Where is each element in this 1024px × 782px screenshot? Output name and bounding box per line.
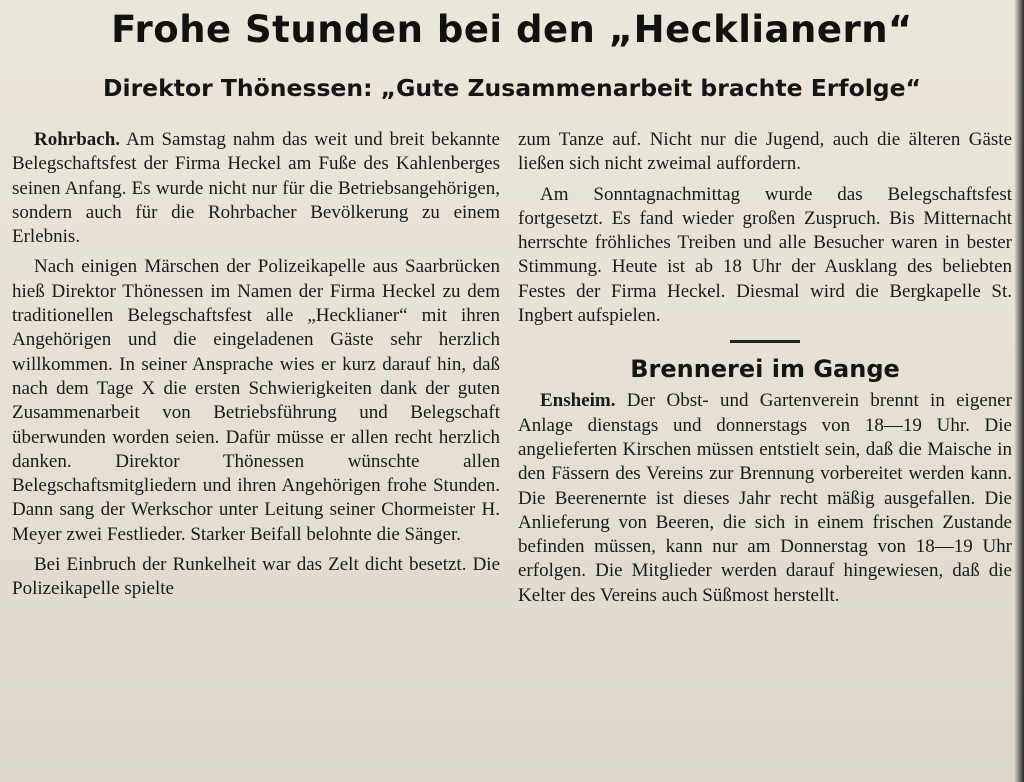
right-column <box>518 128 1012 614</box>
dateline-ensheim: Ensheim. <box>540 390 616 412</box>
section-divider <box>730 340 800 343</box>
page-edge-shadow <box>1014 0 1024 782</box>
headline: Frohe Stunden bei den „Hecklianern“ <box>111 8 913 51</box>
left-column <box>12 128 500 608</box>
article2-text: Der Obst- und Gartenverein brennt in eigener Anlage dienstags und donnerstags von 18—19 Uhr. Die angelieferten Kirschen müssen entstielt sein, daß die Maische in den Fässern des Vereins zur Brennung vorbereitet werden kann. Die Beerenernte ist dieses Jahr recht mäßig ausgefallen. Die Anlieferung von Beeren, die sich in einem frischen Zustande befinden müssen, kann nur am Donnerstag von 18—19 Uhr erfolgen. Die Mitglieder werden darauf hingewiesen, daß die Kelter des Vereins auch Süßmost herstellt. <box>518 390 1013 606</box>
dateline-rohrbach: Rohrbach. <box>34 129 121 150</box>
paragraph-4: zum Tanze auf. Nicht nur die Jugend, auch die älteren Gäste ließen sich nicht zweimal auffordern. <box>518 129 1012 175</box>
paragraph-1-text: Am Samstag nahm das weit und breit bekannte Belegschaftsfest der Firma Heckel am Fuße des Kahlenberges seinen Anfang. Es wurde nicht nur für die Betriebsangehörigen, sondern auch für die Rohrbacher Bevölkerung zu einem Erlebnis. <box>12 129 500 248</box>
article2-title: Brennerei im Gange <box>630 355 900 384</box>
article2-paragraph <box>518 389 1012 608</box>
paragraph-3: Bei Einbruch der Runkelheit war das Zelt dicht besetzt. Die Polizeikapelle spielte <box>12 554 500 600</box>
paragraph-2: Nach einigen Märschen der Polizeikapelle aus Saarbrücken hieß Direktor Thönessen im Namen der Firma Heckel zu dem traditionellen Belegschaftsfest alle „Hecklianer“ mit ihren Angehörigen und die eingeladenen Gäste sehr herzlich willkommen. In seiner Ansprache wies er kurz darauf hin, daß nach dem Tage X die ersten Schwierigkeiten dank der guten Zusammenarbeit von Betriebsführung und Belegschaft überwunden worden seien. Dafür müsse er allen recht herzlich danken. Direktor Thönessen wünschte allen Belegschaftsmitgliedern und ihren Angehörigen frohe Stunden. Dann sang der Werkschor unter Leitung seiner Chormeister H. Meyer zwei Festlieder. Starker Beifall belohnte die Sänger. <box>12 256 500 545</box>
subheadline: Direktor Thönessen: „Gute Zusammenarbeit brachte Erfolge“ <box>103 74 921 102</box>
paragraph-1 <box>12 128 500 249</box>
paragraph-5: Am Sonntagnachmittag wurde das Belegschaftsfest fortgesetzt. Es fand wieder großen Zuspruch. Bis Mitternacht herrschte fröhliches Treiben und alle Besucher waren in bester Stimmung. Heute ist ab 18 Uhr der Ausklang des beliebten Festes der Firma Heckel. Diesmal wird die Bergkapelle St. Ingbert aufspielen. <box>518 183 1012 327</box>
